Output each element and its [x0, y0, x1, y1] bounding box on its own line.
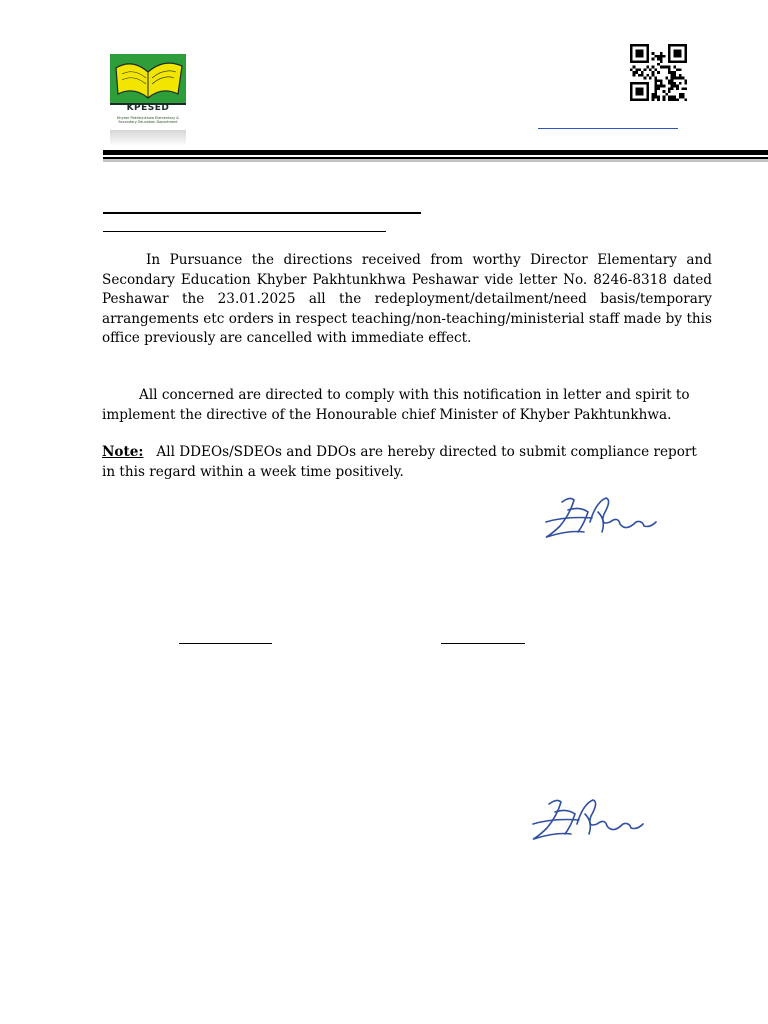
header-rule-shadow [103, 159, 768, 162]
header-link-underline[interactable] [538, 128, 678, 129]
signature-image [540, 492, 658, 544]
logo-subtitle: Khyber Pakhtunkhwa Elementary & Secondary Education Department [116, 116, 179, 124]
note-text: All DDEOs/SDEOs and DDOs are hereby directed to submit compliance report in this regard within a week time positively. [102, 444, 697, 480]
notification-paragraph: In Pursuance the directions received from worthy Director Elementary and Secondary Education Khyber Pakhtunkhwa Peshawar vide letter No. 8246-8318 dated Peshawar the 23.01.2025 all the redeployment/detailment/need basis/temporary arrangements etc orders in respect teaching/non-teaching/ministerial staff made by this office previously are cancelled with immediate effect. [102, 252, 712, 346]
signature-image [524, 794, 648, 846]
directive-paragraph: All concerned are directed to comply with this notification in letter and spirit to implement the directive of the Honourable chief Minister of Khyber Pakhtunkhwa. [102, 387, 690, 423]
book-icon [108, 54, 188, 104]
header-rule-thick [103, 150, 768, 155]
subheading-underline [103, 231, 386, 232]
blank-line-left [179, 643, 272, 644]
kpesed-logo [108, 54, 188, 146]
logo-wordmark: KPESED [126, 103, 170, 113]
qr-code [630, 43, 687, 102]
note-paragraph [102, 443, 712, 482]
heading-underline [103, 212, 421, 214]
blank-line-right [441, 643, 525, 644]
logo-reflection [110, 130, 186, 146]
note-label: Note: [102, 444, 144, 460]
